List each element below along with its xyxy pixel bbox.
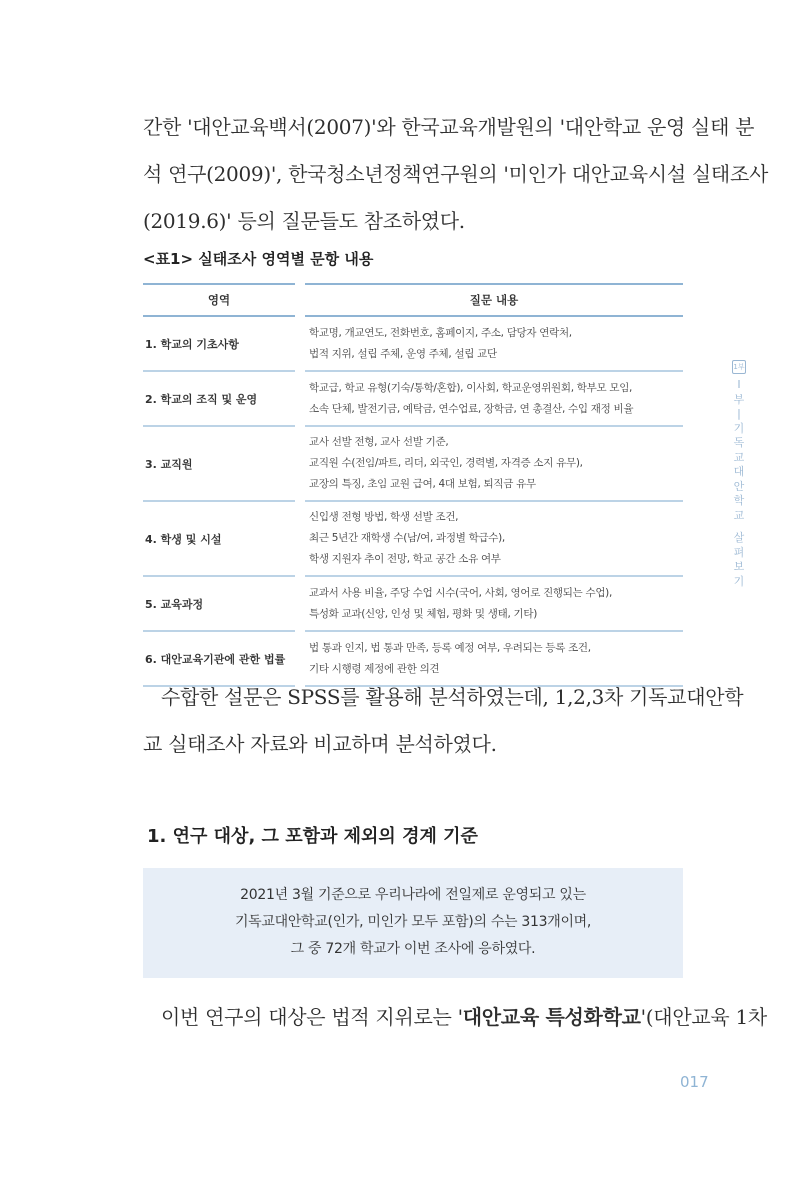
part-badge: 1부: [732, 360, 746, 374]
header-questions: 질문 내용: [305, 284, 683, 316]
header-area: 영역: [143, 284, 295, 316]
row-questions: 교사 선발 전형, 교사 선발 기준, 교직원 수(전임/파트, 리더, 외국인, 경력별, 자격증 소지 유무), 교장의 특징, 초임 교원 급여, 4대 보험, 퇴직금 유무: [305, 426, 683, 501]
table-row: [143, 316, 683, 371]
table-row: [143, 426, 683, 501]
intro-line-2: 석 연구(2009)', 한국청소년정책연구원의 '미인가 대안교육시설 실태조사: [143, 162, 768, 186]
table-caption: <표1> 실태조사 영역별 문항 내용: [143, 250, 374, 268]
analysis-paragraph: [143, 674, 744, 768]
row-area: 4. 학생 및 시설: [143, 501, 295, 576]
row-questions: 신입생 전형 방법, 학생 선발 조건, 최근 5년간 재학생 수(남/여, 과정별 학급수), 학생 지원자 추이 전망, 학교 공간 소유 여부: [305, 501, 683, 576]
closing-bold-term: 대안교육 특성화학교: [462, 1005, 641, 1029]
row-questions: 학교급, 학교 유형(기숙/통학/혼합), 이사회, 학교운영위원회, 학부모 모임, 소속 단체, 발전기금, 예탁금, 연수업료, 장학금, 연 총결산, 수입 재정 비율: [305, 371, 683, 426]
row-questions: 학교명, 개교연도, 전화번호, 홈페이지, 주소, 담당자 연락처, 법적 지위, 설립 주체, 운영 주체, 설립 교단: [305, 316, 683, 371]
section-heading: 1. 연구 대상, 그 포함과 제외의 경계 기준: [147, 826, 478, 847]
side-running-title: 1부 Ⅰ 부 | 기 독 교 대 안 학 교 살 펴 보 기: [731, 360, 747, 589]
row-questions: 법 통과 인지, 법 통과 만족, 등록 예정 여부, 우려되는 등록 조건, 기타 시행령 제정에 관한 의견: [305, 631, 683, 686]
intro-line-1: 간한 '대안교육백서(2007)'와 한국교육개발원의 '대안학교 운영 실태 분: [143, 115, 755, 139]
row-area: 3. 교직원: [143, 426, 295, 501]
analysis-line-1: 수합한 설문은 SPSS를 활용해 분석하였는데, 1,2,3차 기독교대안학: [161, 685, 744, 709]
closing-paragraph: [143, 994, 767, 1041]
table-row: [143, 501, 683, 576]
closing-text-after: '(대안교육 1차: [640, 1005, 767, 1029]
callout-line-3: 그 중 72개 학교가 이번 조사에 응하였다.: [290, 941, 536, 957]
row-area: 5. 교육과정: [143, 576, 295, 631]
table-header-row: [143, 284, 683, 316]
row-questions: 교과서 사용 비율, 주당 수업 시수(국어, 사회, 영어로 진행되는 수업), 특성화 교과(신앙, 인성 및 체험, 평화 및 생태, 기타): [305, 576, 683, 631]
intro-line-3: (2019.6)' 등의 질문들도 참조하였다.: [143, 209, 465, 233]
callout-line-1: 2021년 3월 기준으로 우리나라에 전일제로 운영되고 있는: [240, 887, 586, 903]
closing-text-before: 이번 연구의 대상은 법적 지위로는 ': [161, 1005, 463, 1029]
intro-paragraph: [143, 104, 768, 245]
survey-table: [143, 283, 683, 687]
summary-callout-box: [143, 868, 683, 978]
callout-line-2: 기독교대안학교(인가, 미인가 모두 포함)의 수는 313개이며,: [234, 914, 592, 930]
table-row: [143, 576, 683, 631]
page-number: 017: [680, 1073, 709, 1091]
row-area: 2. 학교의 조직 및 운영: [143, 371, 295, 426]
row-area: 6. 대안교육기관에 관한 법률: [143, 631, 295, 686]
row-area: 1. 학교의 기초사항: [143, 316, 295, 371]
analysis-line-2: 교 실태조사 자료와 비교하며 분석하였다.: [143, 732, 497, 756]
table-row: [143, 371, 683, 426]
